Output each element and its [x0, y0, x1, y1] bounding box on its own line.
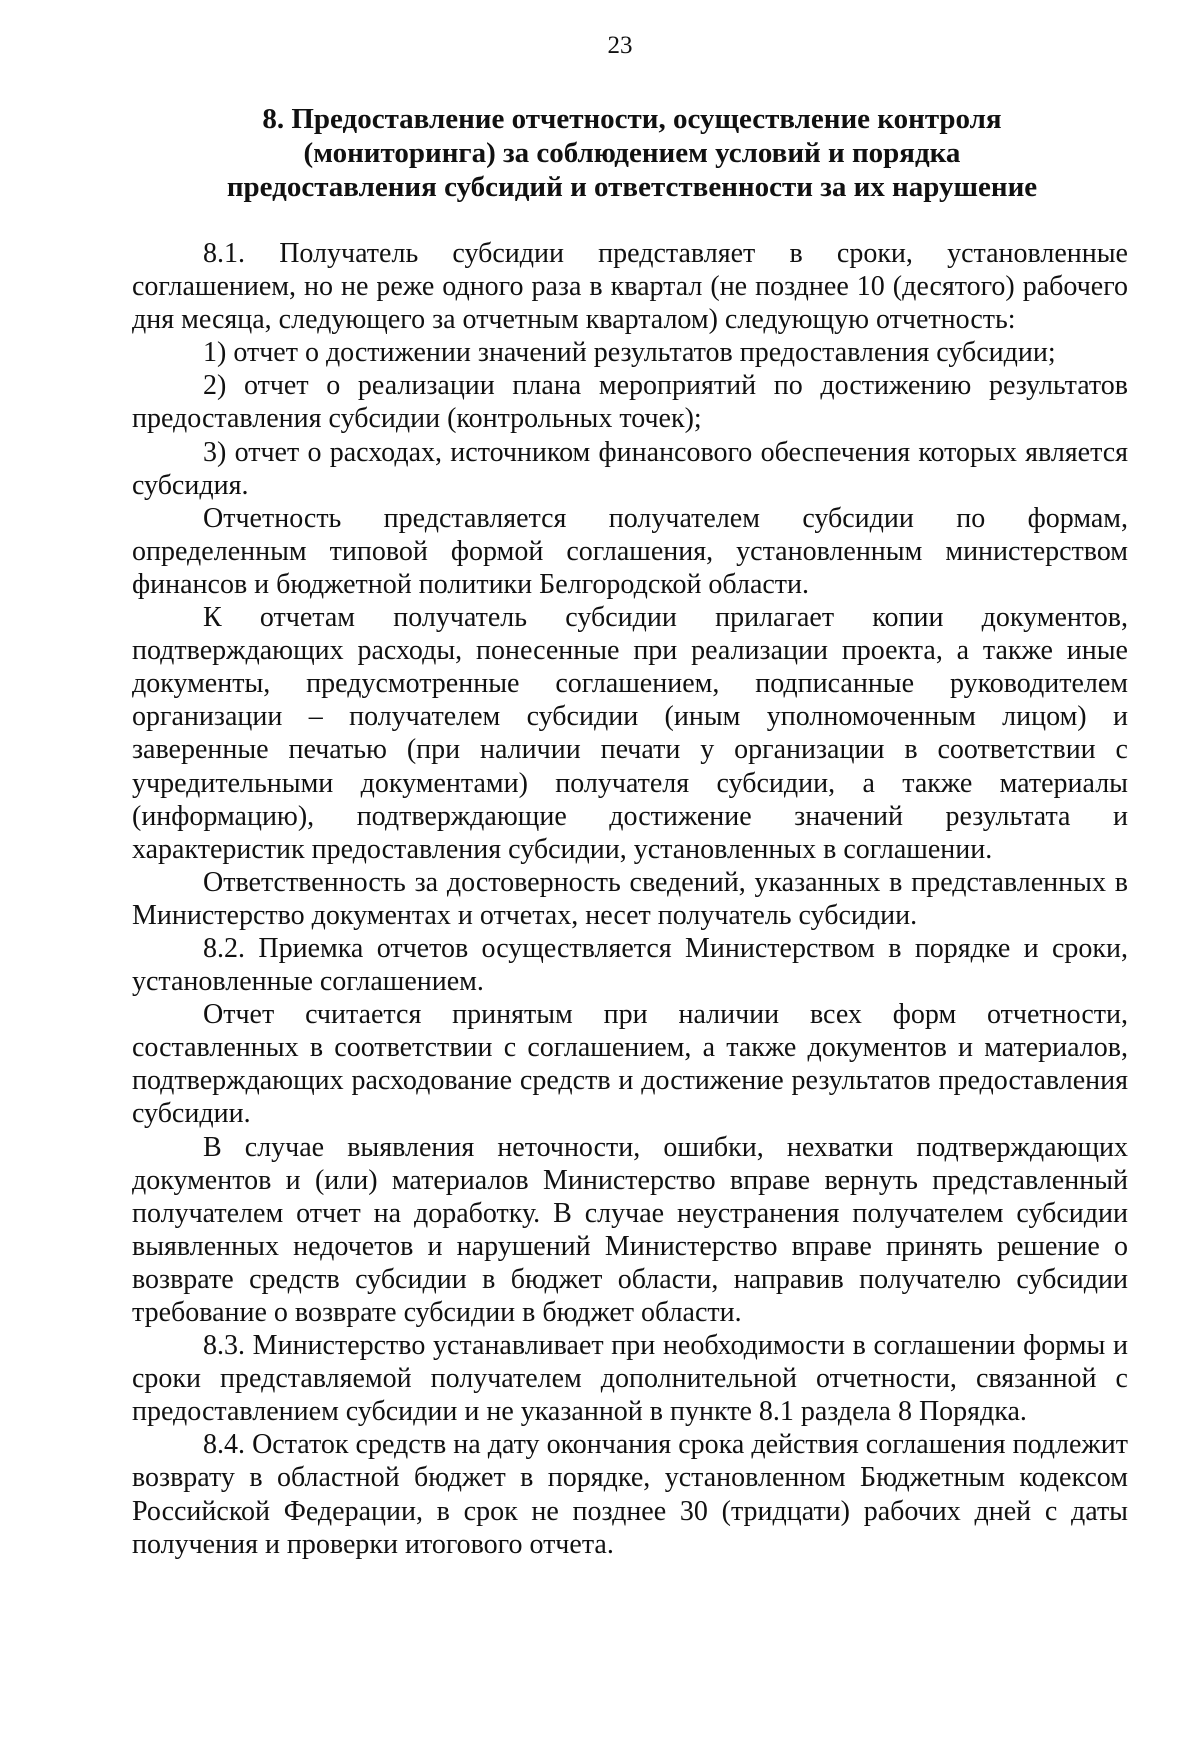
document-body — [132, 237, 1128, 1561]
paragraph-8-3: 8.3. Министерство устанавливает при необходимости в соглашении формы и сроки представляемой получателем дополнительной отчетности, связанной с предоставлением субсидии и не указанной в пункте 8.1 раздела 8 Порядка. — [132, 1330, 1128, 1428]
list-item-1: 1) отчет о достижении значений результатов предоставления субсидии; — [203, 337, 1056, 369]
paragraph-acceptance: Отчет считается принятым при наличии всех форм отчетности, составленных в соответствии с соглашением, а также документов и материалов, подтверждающих расходование средств и достижение результатов предоставления субсидии. — [132, 999, 1128, 1130]
heading-line: 8. Предоставление отчетности, осуществление контроля — [262, 103, 1002, 135]
heading-line: (мониторинга) за соблюдением условий и порядка — [303, 137, 961, 169]
list-item-2: 2) отчет о реализации плана мероприятий по достижению результатов предоставления субсидии (контрольных точек); — [132, 370, 1128, 435]
paragraph-forms: Отчетность представляется получателем субсидии по формам, определенным типовой формой соглашения, установленным министерством финансов и бюджетной политики Белгородской области. — [132, 502, 1128, 600]
paragraph-return: В случае выявления неточности, ошибки, нехватки подтверждающих документов и (или) материалов Министерство вправе вернуть представленный получателем отчет на доработку. В случае неустранения получателем субсидии выявленных недочетов и нарушений Министерство вправе принять решение о возврате средств субсидии в бюджет области, направив получателю субсидии требование о возврате субсидии в бюджет области. — [132, 1131, 1128, 1328]
paragraph-8-1: 8.1. Получатель субсидии представляет в сроки, установленные соглашением, но не реже одного раза в квартал (не позднее 10 (десятого) рабочего дня месяца, следующего за отчетным кварталом) следующую отчетность: — [132, 238, 1128, 336]
heading-line: предоставления субсидий и ответственности за их нарушение — [226, 171, 1038, 203]
page-number: 23 — [607, 32, 633, 59]
paragraph-8-4: 8.4. Остаток средств на дату окончания срока действия соглашения подлежит возврату в областной бюджет в порядке, установленном Бюджетным кодексом Российской Федерации, в срок не позднее 30 (тридцати) рабочих дней с даты получения и проверки итогового отчета. — [132, 1429, 1128, 1560]
list-item-3: 3) отчет о расходах, источником финансового обеспечения которых является субсидия. — [132, 436, 1128, 501]
paragraph-attachments: К отчетам получатель субсидии прилагает копии документов, подтверждающих расходы, понесенные при реализации проекта, а также иные документы, предусмотренные соглашением, подписанные руководителем организации – получателем субсидии (иным уполномоченным лицом) и заверенные печатью (при наличии печати у организации в соответствии с учредительными документами) получателя субсидии, а также материалы (информацию), подтверждающие достижение значений результата и характеристик предоставления субсидии, установленных в соглашении. — [132, 602, 1128, 865]
section-heading — [132, 102, 1132, 204]
paragraph-8-2: 8.2. Приемка отчетов осуществляется Министерством в порядке и сроки, установленные соглашением. — [132, 932, 1128, 998]
paragraph-responsibility: Ответственность за достоверность сведений, указанных в представленных в Министерство документах и отчетах, несет получатель субсидии. — [132, 866, 1128, 931]
